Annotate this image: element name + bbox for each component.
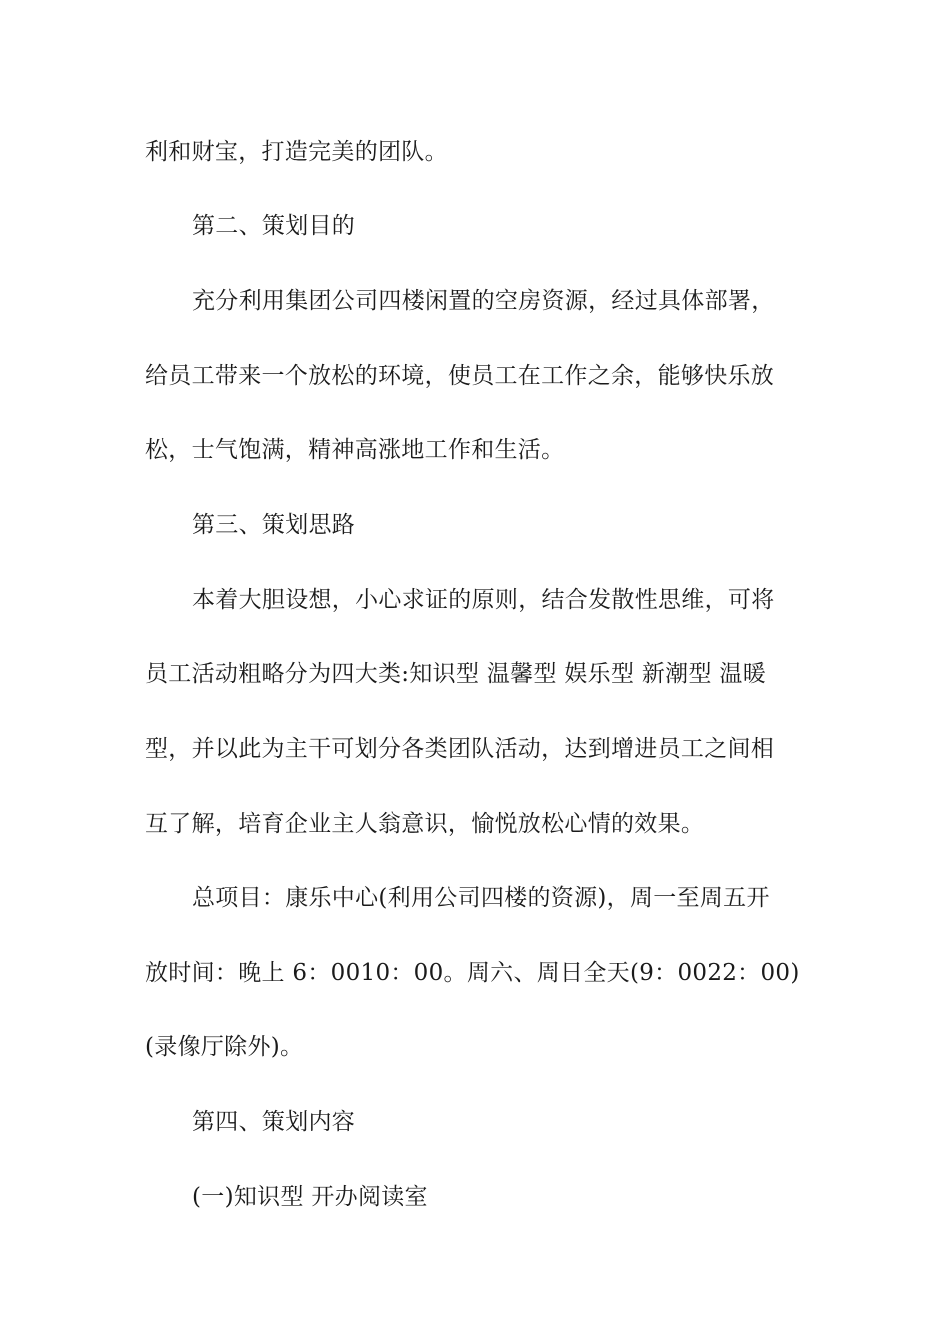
text-line: 员工活动粗略分为四大类:知识型 温馨型 娱乐型 新潮型 温暖 <box>145 661 766 687</box>
text-line: 互了解，培育企业主人翁意识，愉悦放松心情的效果。 <box>145 811 705 837</box>
text-line: 给员工带来一个放松的环境，使员工在工作之余，能够快乐放 <box>145 363 775 389</box>
section-heading: 第三、策划思路 <box>192 512 356 538</box>
text-line: 松，士气饱满，精神高涨地工作和生活。 <box>145 437 565 463</box>
text-line: 利和财宝，打造完美的团队。 <box>145 139 448 165</box>
text-line: 放时间：晚上 6：0010：00。周六、周日全天(9：0022：00) <box>145 960 800 986</box>
text-line: (录像厅除外)。 <box>145 1034 304 1060</box>
subsection-heading: (一)知识型 开办阅读室 <box>192 1184 428 1210</box>
section-heading: 第二、策划目的 <box>192 213 356 239</box>
text-line: 充分利用集团公司四楼闲置的空房资源，经过具体部署， <box>192 288 775 314</box>
section-heading: 第四、策划内容 <box>192 1109 356 1135</box>
text-line: 型，并以此为主干可划分各类团队活动，达到增进员工之间相 <box>145 736 775 762</box>
text-line: 本着大胆设想，小心求证的原则，结合发散性思维，可将 <box>192 587 775 613</box>
text-line: 总项目：康乐中心(利用公司四楼的资源)，周一至周五开 <box>192 885 770 911</box>
